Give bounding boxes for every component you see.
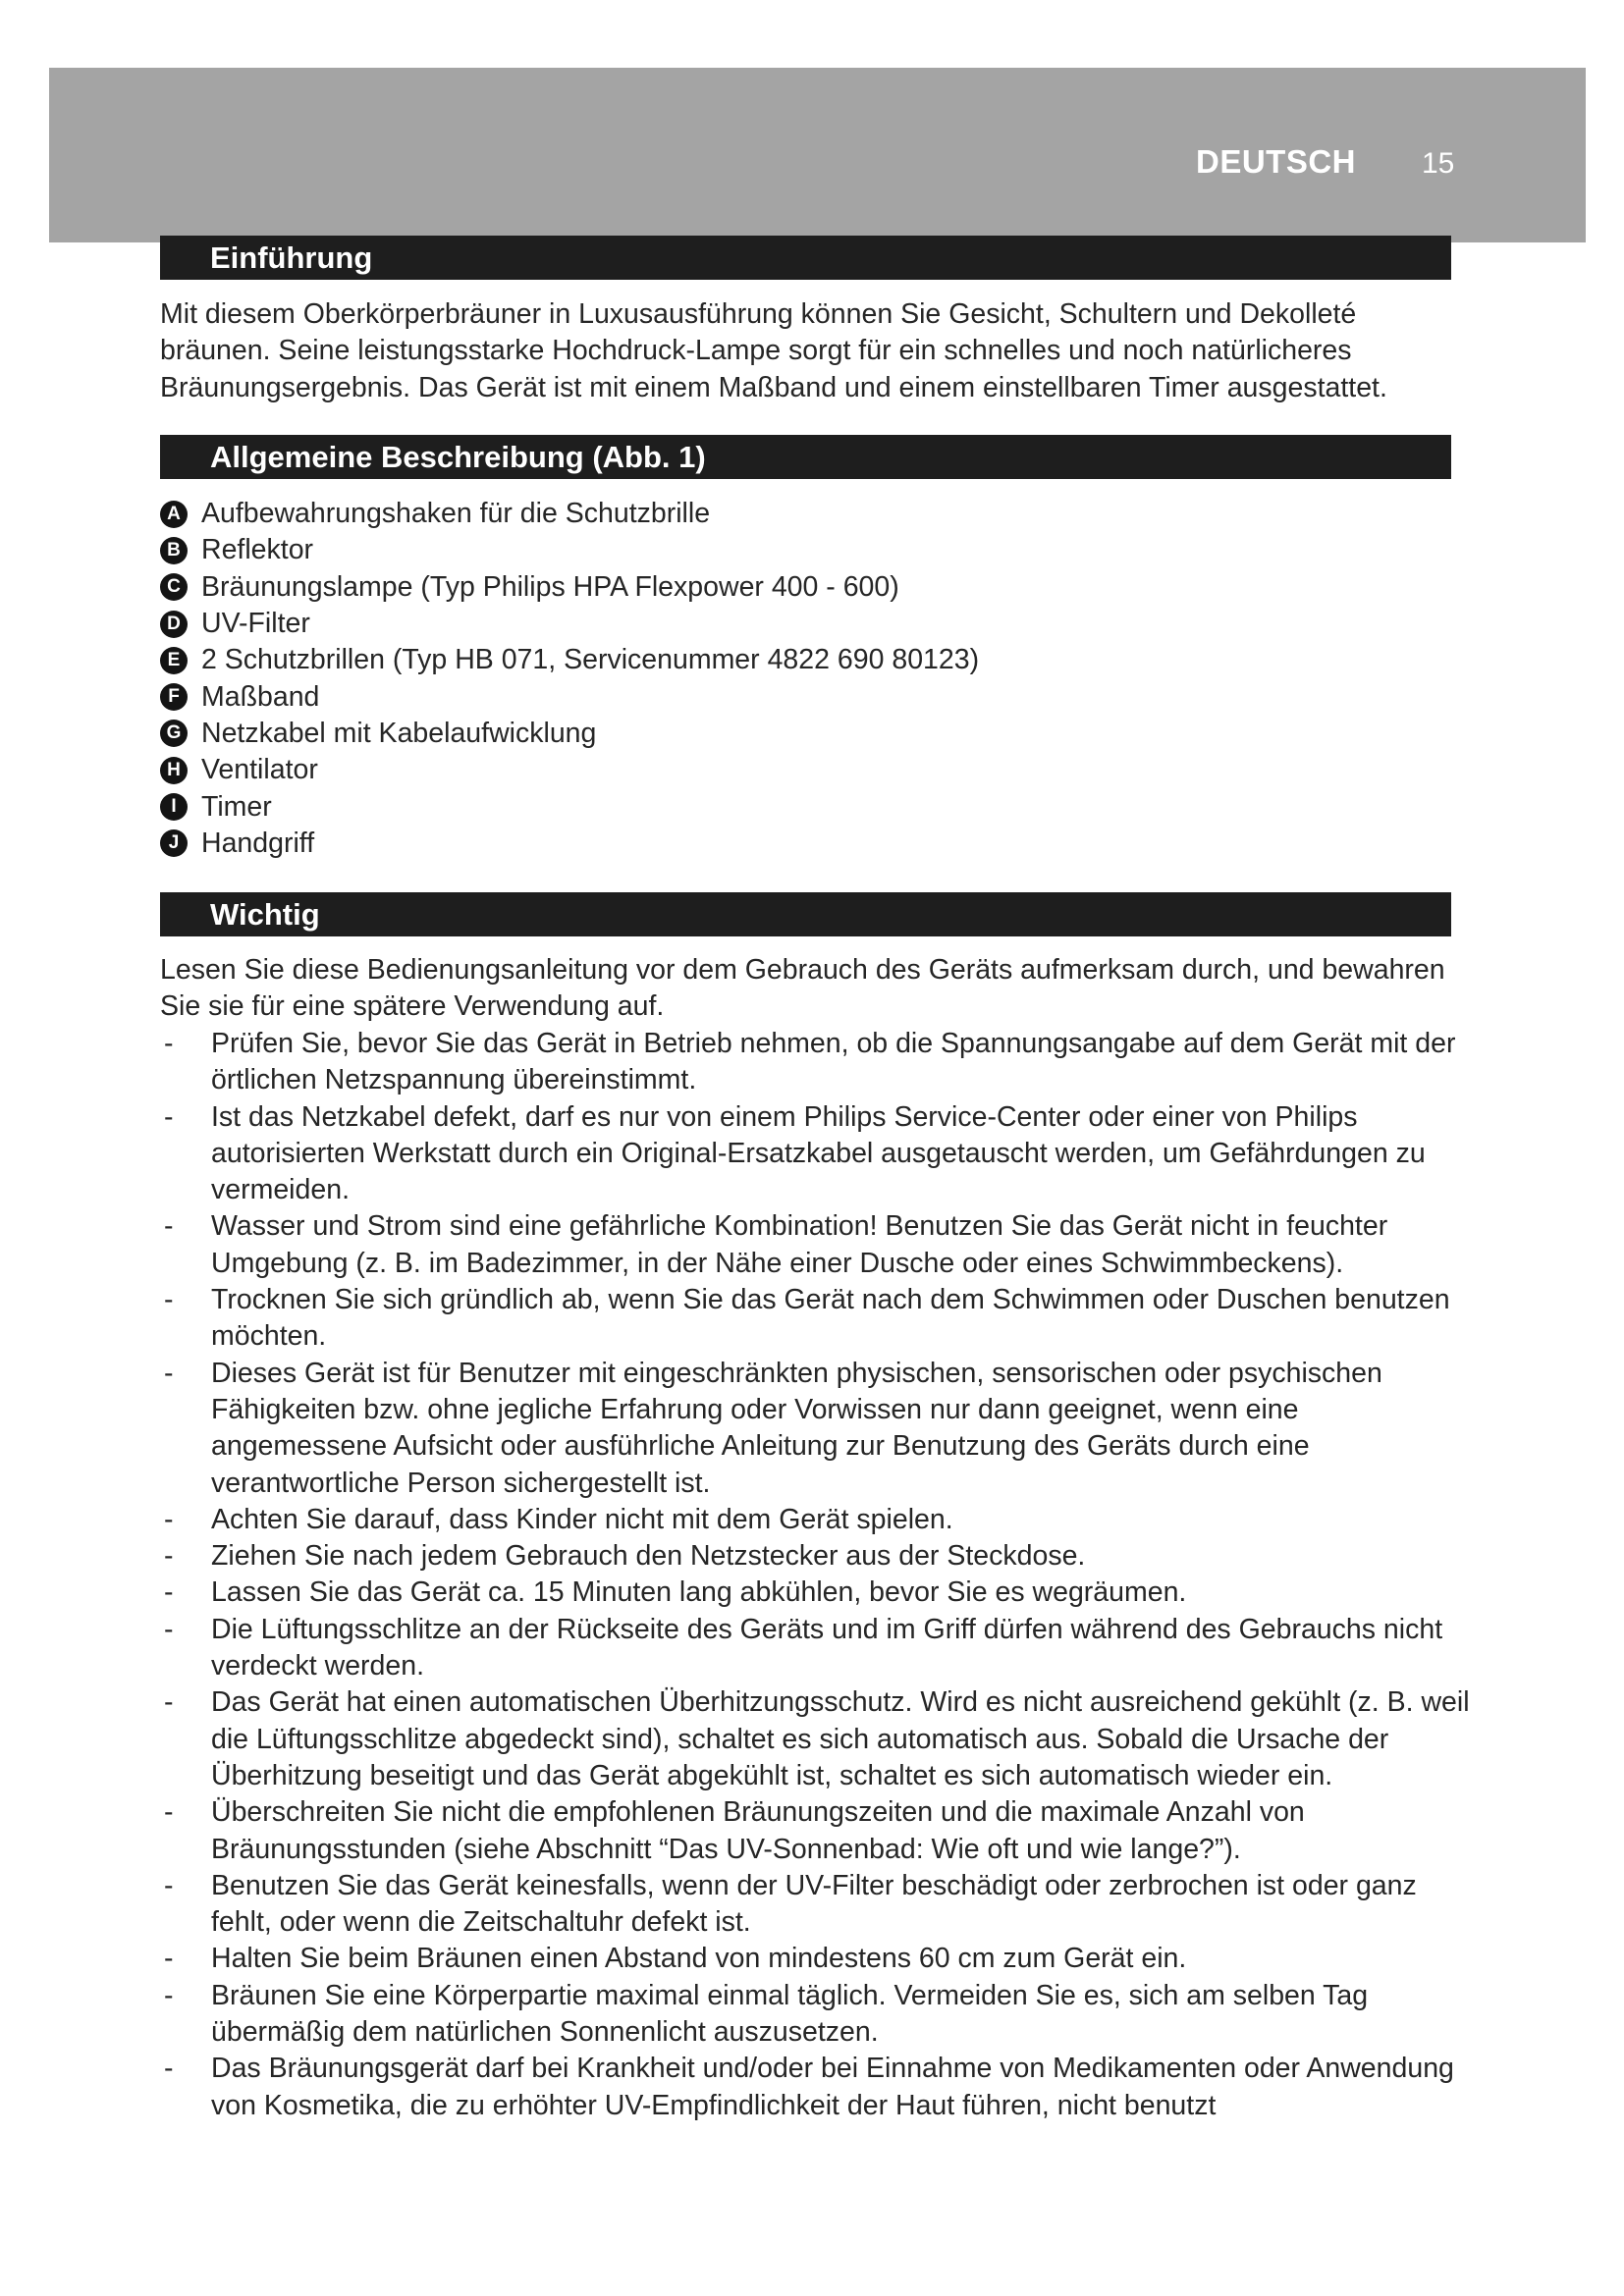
list-item [160,2051,1476,2124]
bullet-dash: - [164,1210,174,1243]
part-label: UV-Filter [201,608,310,640]
part-letter-badge: H [160,757,188,784]
section-title-description: Allgemeine Beschreibung (Abb. 1) [160,435,1451,479]
part-letter-badge: D [160,611,188,638]
bullet-dash: - [164,1576,174,1609]
list-item [160,1794,1476,1868]
part-label: Reflektor [201,534,314,566]
part-letter-badge: A [160,501,188,528]
bullet-dash: - [164,1028,174,1059]
parts-list [160,496,1436,862]
bullet-text: Das Bräunungsgerät darf bei Krankheit und/oder bei Einnahme von Medikamenten oder Anwendung von Kosmetika, die zu erhöhter UV-Empfindlichkeit der Haut führen, nicht benutzt [211,2053,1454,2121]
bullet-dash: - [164,1979,174,2011]
bullet-dash: - [164,1540,174,1573]
section-title-intro: Einführung [160,236,1451,280]
bullet-text: Wasser und Strom sind eine gefährliche Kombination! Benutzen Sie das Gerät nicht in feuchter Umgebung (z. B. im Badezimmer, in der Nähe einer Dusche oder eines Schwimmbeckens). [211,1210,1388,1279]
bullet-dash: - [164,2053,174,2085]
list-item [160,1684,1476,1794]
list-item [160,752,1436,788]
bullet-text: Überschreiten Sie nicht die empfohlenen Bräunungszeiten und die maximale Anzahl von Bräunungsstunden (siehe Abschnitt “Das UV-Sonnenbad: Wie oft und wie lange?”). [211,1796,1305,1865]
bullet-dash: - [164,1686,174,1719]
bullet-dash: - [164,1357,174,1389]
bullet-dash: - [164,1284,174,1316]
list-item [160,1026,1476,1099]
bullet-text: Trocknen Sie sich gründlich ab, wenn Sie das Gerät nach dem Schwimmen oder Duschen benutzen möchten. [211,1284,1450,1353]
list-item [160,1356,1476,1502]
part-label: Timer [201,790,272,823]
part-letter-badge: F [160,683,188,711]
bullet-dash: - [164,1613,174,1645]
bullet-dash: - [164,1796,174,1829]
part-label: Handgriff [201,827,315,859]
part-letter-badge: C [160,573,188,601]
language-label: DEUTSCH [1196,143,1357,180]
safety-list [160,1026,1476,2124]
part-letter-badge: I [160,793,188,821]
bullet-text: Ziehen Sie nach jedem Gebrauch den Netzstecker aus der Steckdose. [211,1540,1086,1573]
list-item [160,826,1436,862]
list-item [160,532,1436,568]
list-item [160,1978,1476,2052]
bullet-text: Die Lüftungsschlitze an der Rückseite des Geräts und im Griff dürfen während des Gebrauchs nicht verdeckt werden. [211,1613,1443,1682]
bullet-text: Benutzen Sie das Gerät keinesfalls, wenn der UV-Filter beschädigt oder zerbrochen ist oder ganz fehlt, oder wenn die Zeitschaltuhr defekt ist. [211,1869,1417,1939]
list-item [160,1868,1476,1942]
part-letter-badge: E [160,647,188,674]
list-item [160,1612,1476,1685]
list-item [160,1208,1476,1282]
list-item [160,1538,1476,1575]
bullet-dash: - [164,1943,174,1975]
bullet-text: Dieses Gerät ist für Benutzer mit eingeschränkten physischen, sensorischen oder psychischen Fähigkeiten bzw. ohne jegliche Erfahrung oder Vorwissen nur dann geeignet, wenn eine angemessene Aufsicht oder ausführliche Anleitung zur Benutzung des Geräts durch eine verantwortliche Person sichergestellt ist. [211,1357,1382,1499]
list-item [160,716,1436,752]
bullet-text: Lassen Sie das Gerät ca. 15 Minuten lang abkühlen, bevor Sie es wegräumen. [211,1576,1187,1609]
page-number: 15 [1422,147,1455,180]
bullet-dash: - [164,1869,174,1901]
important-intro-paragraph: Lesen Sie diese Bedienungsanleitung vor dem Gebrauch des Geräts aufmerksam durch, und bewahren Sie sie für eine spätere Verwendung auf. [160,954,1445,1023]
list-item [160,1282,1476,1356]
part-label: Ventilator [201,754,318,786]
bullet-text: Prüfen Sie, bevor Sie das Gerät in Betrieb nehmen, ob die Spannungsangabe auf dem Gerät mit der örtlichen Netzspannung übereinstimmt. [211,1028,1456,1096]
intro-paragraph: Mit diesem Oberkörperbräuner in Luxusausführung können Sie Gesicht, Schultern und Dekolleté bräunen. Seine leistungsstarke Hochdruck-Lampe sorgt für ein schnelles und noch natürlicheres Bräunungsergebnis. Das Gerät ist mit einem Maßband und einem einstellbaren Timer ausgestattet. [160,298,1387,403]
bullet-dash: - [164,1100,174,1133]
part-label: Maßband [201,680,320,713]
list-item [160,606,1436,642]
part-label: Bräunungslampe (Typ Philips HPA Flexpower 400 - 600) [201,570,899,603]
list-item [160,1941,1476,1977]
list-item [160,496,1436,532]
list-item [160,1575,1476,1611]
part-label: Netzkabel mit Kabelaufwicklung [201,717,597,749]
bullet-text: Halten Sie beim Bräunen einen Abstand von mindestens 60 cm zum Gerät ein. [211,1943,1187,1975]
part-label: 2 Schutzbrillen (Typ HB 071, Servicenummer 4822 690 80123) [201,644,980,676]
bullet-text: Ist das Netzkabel defekt, darf es nur von einem Philips Service-Center oder einer von Philips autorisierten Werkstatt durch ein Original-Ersatzkabel ausgetauscht werden, um Gefährdungen zu vermeiden. [211,1100,1426,1206]
part-label: Aufbewahrungshaken für die Schutzbrille [201,498,711,530]
bullet-text: Bräunen Sie eine Körperpartie maximal einmal täglich. Vermeiden Sie es, sich am selben Tag übermäßig dem natürlichen Sonnenlicht auszusetzen. [211,1979,1369,2049]
list-item [160,678,1436,715]
bullet-text: Das Gerät hat einen automatischen Überhitzungsschutz. Wird es nicht ausreichend gekühlt (z. B. weil die Lüftungsschlitze abgedeckt sind), schaltet es sich automatisch aus. Sobald die Ursache der Überhitzung beseitigt und das Gerät abgekühlt ist, schaltet es sich automatisch wieder ein. [211,1686,1470,1791]
part-letter-badge: G [160,720,188,747]
list-item [160,642,1436,678]
list-item [160,569,1436,606]
section-title-important: Wichtig [160,892,1451,936]
bullet-text: Achten Sie darauf, dass Kinder nicht mit dem Gerät spielen. [211,1503,953,1535]
bullet-dash: - [164,1503,174,1535]
part-letter-badge: J [160,829,188,857]
list-item [160,1099,1476,1209]
list-item [160,1502,1476,1538]
part-letter-badge: B [160,537,188,564]
list-item [160,788,1436,825]
